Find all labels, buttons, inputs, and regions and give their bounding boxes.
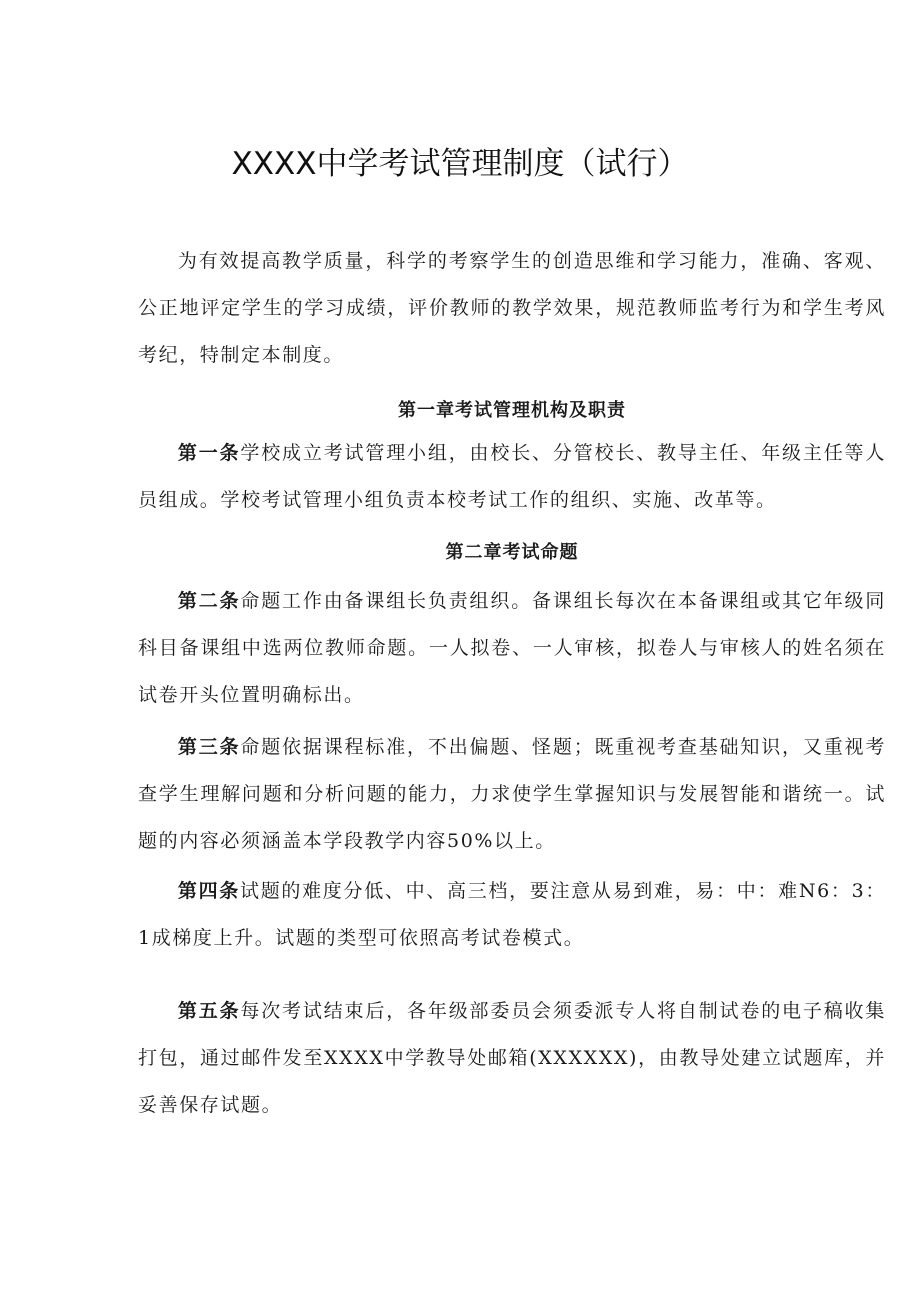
chapter-1-heading: 第一章考试管理机构及职责 [398,400,626,421]
chapter-2-heading: 第二章考试命题 [445,542,579,563]
article-1-label: 第一条 [177,442,241,464]
article-1-text: 学校成立考试管理小组，由校长、分管校长、教导主任、年级主任等人员组成。学校考试管理小组负责本校考试工作的组织、实施、改革等。 [138,442,886,511]
page-title: XXXX中学考试管理制度（试行） [231,146,689,182]
article-4-paragraph [138,868,886,962]
article-1-paragraph [138,430,886,524]
article-4-label: 第四条 [177,880,240,902]
article-2-paragraph [138,578,886,719]
article-2-label: 第二条 [177,590,241,612]
article-5-text: 每次考试结束后，各年级部委员会须委派专人将自制试卷的电子稿收集打包，通过邮件发至XXXX中学教导处邮箱(XXXXXX)，由教导处建立试题库，并妥善保存试题。 [138,1000,886,1116]
article-2-text: 命题工作由备课组长负责组织。备课组长每次在本备课组或其它年级同科目备课组中选两位教师命题。一人拟卷、一人审核，拟卷人与审核人的姓名须在试卷开头位置明确标出。 [138,590,886,706]
article-3-label: 第三条 [177,736,241,758]
article-3-paragraph [138,724,886,865]
article-5-paragraph [138,988,886,1129]
intro-paragraph: 为有效提高教学质量，科学的考察学生的创造思维和学习能力，准确、客观、公正地评定学生的学习成绩，评价教师的教学效果，规范教师监考行为和学生考风考纪，特制定本制度。 [138,250,886,366]
article-3-text: 命题依据课程标准，不出偏题、怪题；既重视考查基础知识，又重视考查学生理解问题和分析问题的能力，力求使学生掌握知识与发展智能和谐统一。试题的内容必须涵盖本学段教学内容50%以上。 [138,736,886,852]
article-4-text: 试题的难度分低、中、高三档，要注意从易到难，易：中：难N6：3：1成梯度上升。试题的类型可依照高考试卷模式。 [138,880,886,949]
article-5-label: 第五条 [177,1000,241,1022]
